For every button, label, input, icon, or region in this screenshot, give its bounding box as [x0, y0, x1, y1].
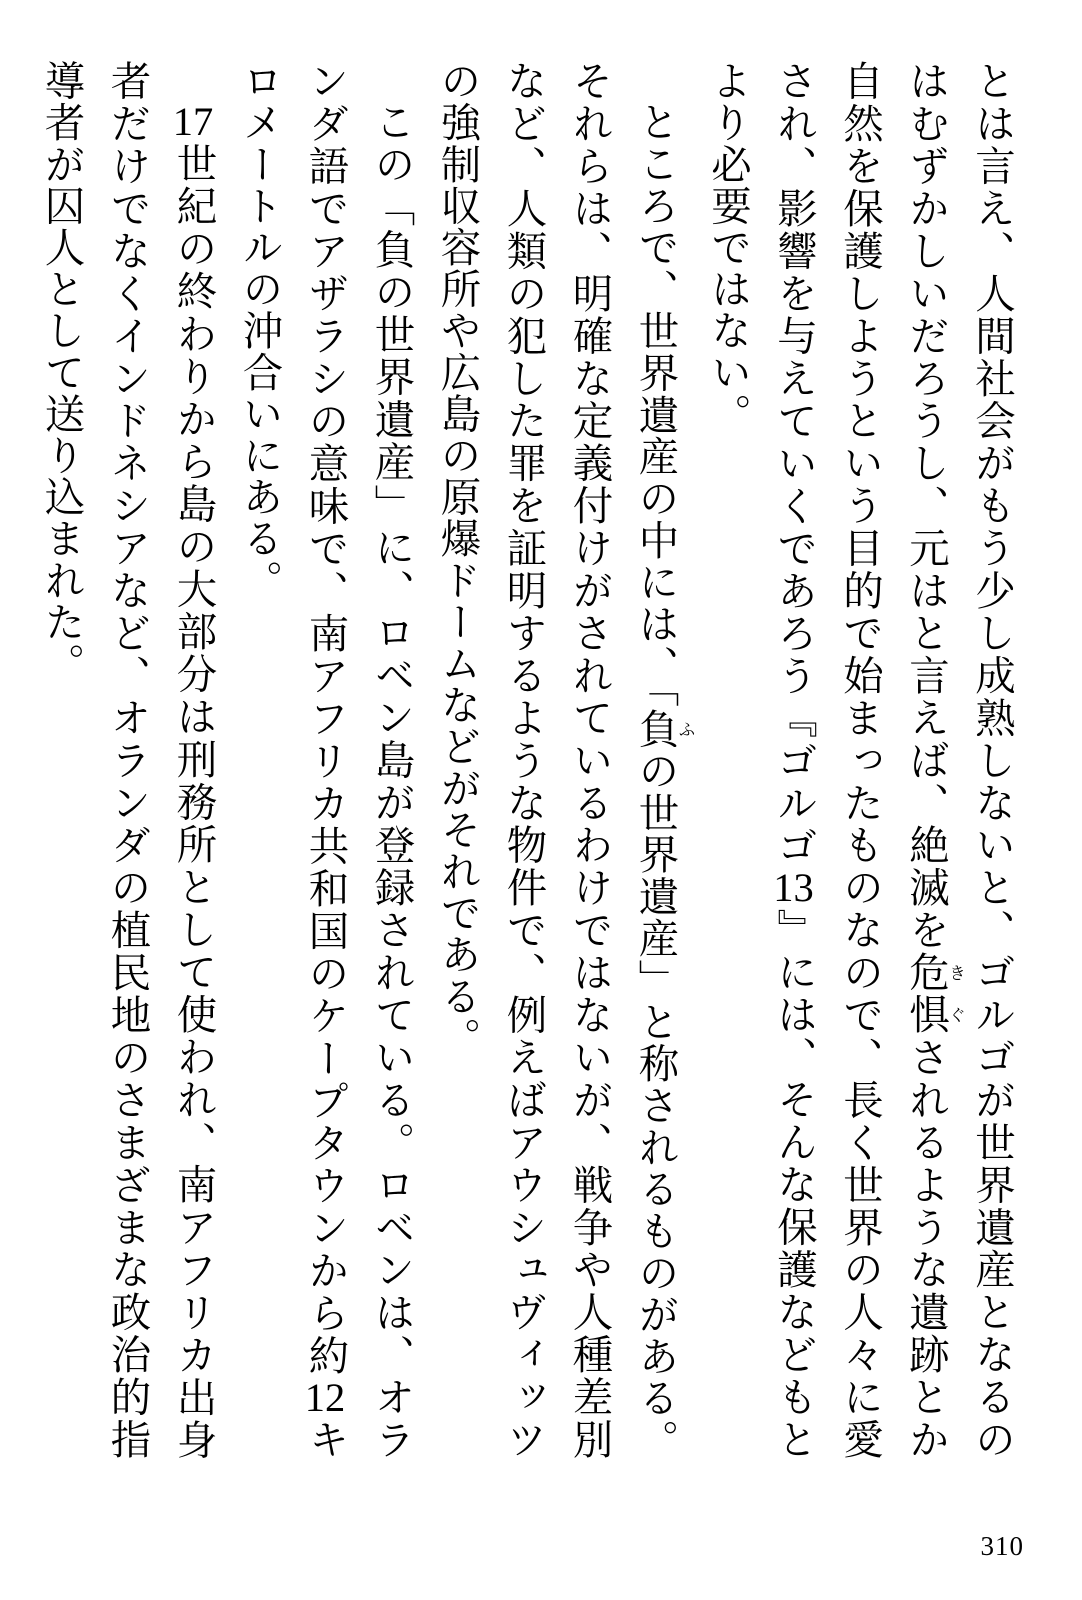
inline-number: 13	[773, 867, 814, 908]
inline-number: 17	[172, 100, 214, 141]
paragraph: この「負の世界遺産」に、ロベン島が登録されている。ロベンは、オランダ語でアザラシの意味で、南アフリカ共和国のケープタウンから約12キロメートルの沖合いにある。	[236, 60, 414, 1460]
inline-number: 12	[304, 1377, 346, 1418]
page-number: 310	[980, 1531, 1024, 1561]
paragraph: 17世紀の終わりから島の大部分は刑務所として使われ、南アフリカ出身者だけでなくインドネシアなど、オランダの植民地のさまざまな政治的指導者が囚人として送り込まれた。	[38, 60, 216, 1460]
paragraph: ところで、世界遺産の中には、「負ふの世界遺産」と称されるものがある。それらは、明確な定義付けがされているわけではないが、戦争や人種差別など、人類の犯した罪を証明するような物件で、例えばアウシュヴィッツの強制収容所や広島の原爆ドームなどがそれである。	[434, 60, 695, 1461]
body-text	[38, 60, 1024, 1461]
ruby-annotation: 負ふ	[632, 707, 695, 750]
paragraph: とは言え、人間社会がもう少し成熟しないと、ゴルゴが世界遺産となるのはむずかしいだろうし、元はと言えば、絶滅を危惧きぐされるような遺跡とか自然を保護しようという目的で始まったものなので、長く世界の人々に愛され、影響を与えていくであろう『ゴルゴ13』には、そんな保護などもとより必要ではない。	[705, 60, 1014, 1461]
ruby-annotation: 危惧きぐ	[903, 951, 965, 1037]
